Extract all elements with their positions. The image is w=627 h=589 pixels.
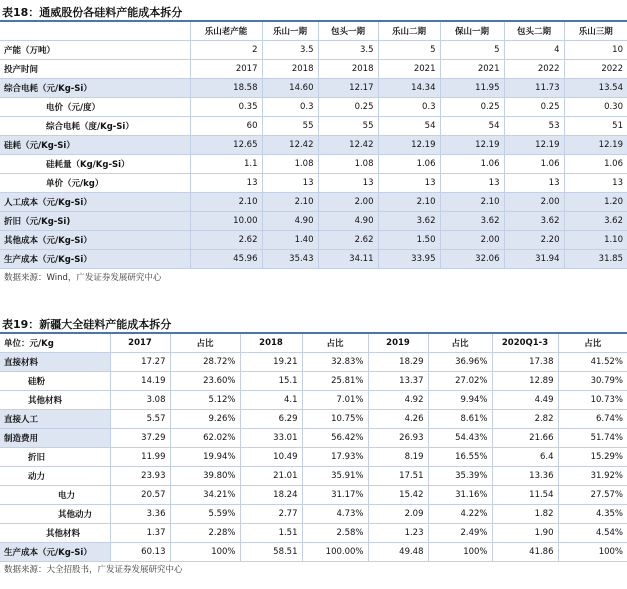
table-row: [0, 41, 627, 60]
table-cell: 49.48: [368, 543, 428, 562]
table1-caption: 表18：通威股份各硅料产能成本拆分: [2, 6, 183, 19]
table-cell: 33.95: [378, 250, 440, 269]
row-label: 折旧: [0, 448, 110, 467]
table-cell: 0.25: [504, 98, 564, 117]
table-cell: 10.75%: [302, 410, 368, 429]
table-cell: 13: [190, 174, 262, 193]
table1-header-cell: 乐山二期: [378, 22, 440, 41]
table-cell: 13: [504, 174, 564, 193]
table-cell: 3.62: [564, 212, 627, 231]
row-label: 其他材料: [0, 524, 110, 543]
table-cell: 10.73%: [558, 391, 627, 410]
table-cell: 0.3: [262, 98, 318, 117]
table-cell: 3.5: [262, 41, 318, 60]
table-cell: 41.52%: [558, 353, 627, 372]
table-cell: 16.55%: [428, 448, 492, 467]
table2-header-cell: 占比: [558, 334, 627, 353]
table-cell: 3.08: [110, 391, 170, 410]
table-cell: 1.23: [368, 524, 428, 543]
table-cell: 5: [440, 41, 504, 60]
table-cell: 2022: [564, 60, 627, 79]
table-cell: 2.10: [190, 193, 262, 212]
table-row: [0, 505, 627, 524]
table-cell: 30.79%: [558, 372, 627, 391]
row-label: 硅耗量（Kg/Kg-Si）: [0, 155, 190, 174]
table-cell: 2.62: [190, 231, 262, 250]
table-cell: 19.94%: [170, 448, 240, 467]
table2-header-row: [0, 334, 627, 353]
row-label: 生产成本（元/Kg-Si）: [0, 543, 110, 562]
table-cell: 2.77: [240, 505, 302, 524]
table-cell: 1.1: [190, 155, 262, 174]
table-cell: 35.91%: [302, 467, 368, 486]
row-label: 动力: [0, 467, 110, 486]
table1: [0, 22, 627, 269]
table-cell: 4.54%: [558, 524, 627, 543]
table-row: [0, 410, 627, 429]
row-label: 硅粉: [0, 372, 110, 391]
row-label: 其他成本（元/Kg-Si）: [0, 231, 190, 250]
table-row: [0, 79, 627, 98]
row-label: 人工成本（元/Kg-Si）: [0, 193, 190, 212]
table-cell: 26.93: [368, 429, 428, 448]
table-row: [0, 231, 627, 250]
table-cell: 3.62: [440, 212, 504, 231]
table-cell: 6.4: [492, 448, 558, 467]
row-label: 单价（元/kg）: [0, 174, 190, 193]
table-cell: 12.19: [564, 136, 627, 155]
table-cell: 51.74%: [558, 429, 627, 448]
table-cell: 6.74%: [558, 410, 627, 429]
table-cell: 51: [564, 117, 627, 136]
table-cell: 1.10: [564, 231, 627, 250]
table-cell: 36.96%: [428, 353, 492, 372]
table-cell: 45.96: [190, 250, 262, 269]
table-cell: 4.73%: [302, 505, 368, 524]
table-row: [0, 60, 627, 79]
table-cell: 2: [190, 41, 262, 60]
table-row: [0, 212, 627, 231]
table-cell: 13: [378, 174, 440, 193]
table1-header-cell: [0, 22, 190, 41]
table-row: [0, 543, 627, 562]
table-cell: 32.83%: [302, 353, 368, 372]
table-cell: 23.60%: [170, 372, 240, 391]
row-label: 电价（元/度）: [0, 98, 190, 117]
table-cell: 2.82: [492, 410, 558, 429]
table-cell: 0.30: [564, 98, 627, 117]
table-cell: 17.51: [368, 467, 428, 486]
table-cell: 100.00%: [302, 543, 368, 562]
table-cell: 2021: [378, 60, 440, 79]
table-cell: 2.20: [504, 231, 564, 250]
table1-source: 数据来源：Wind，广发证券发展研究中心: [4, 273, 162, 283]
table-cell: 28.72%: [170, 353, 240, 372]
table-cell: 31.85: [564, 250, 627, 269]
table-cell: 34.21%: [170, 486, 240, 505]
table-cell: 54: [378, 117, 440, 136]
table-cell: 13: [440, 174, 504, 193]
table-cell: 11.54: [492, 486, 558, 505]
table2-block: [0, 318, 627, 576]
table2-header-cell: 占比: [428, 334, 492, 353]
table-cell: 1.90: [492, 524, 558, 543]
table-row: [0, 98, 627, 117]
table-cell: 2.28%: [170, 524, 240, 543]
table-cell: 13.37: [368, 372, 428, 391]
table-cell: 11.73: [504, 79, 564, 98]
table-cell: 100%: [170, 543, 240, 562]
table-cell: 0.35: [190, 98, 262, 117]
table-cell: 9.94%: [428, 391, 492, 410]
row-label: 制造费用: [0, 429, 110, 448]
table-cell: 100%: [558, 543, 627, 562]
table-cell: 2.00: [440, 231, 504, 250]
table-cell: 5: [378, 41, 440, 60]
table-cell: 13: [564, 174, 627, 193]
table-cell: 2021: [440, 60, 504, 79]
table-cell: 53: [504, 117, 564, 136]
table-cell: 10: [564, 41, 627, 60]
row-label: 综合电耗（元/Kg-Si）: [0, 79, 190, 98]
row-label: 综合电耗（度/Kg-Si）: [0, 117, 190, 136]
table-row: [0, 193, 627, 212]
table-cell: 39.80%: [170, 467, 240, 486]
table-cell: 10.49: [240, 448, 302, 467]
table-cell: 34.11: [318, 250, 378, 269]
table-cell: 2022: [504, 60, 564, 79]
table-cell: 31.92%: [558, 467, 627, 486]
table1-header-cell: 乐山老产能: [190, 22, 262, 41]
table-cell: 35.43: [262, 250, 318, 269]
table-cell: 13.36: [492, 467, 558, 486]
table-cell: 1.50: [378, 231, 440, 250]
table-cell: 18.58: [190, 79, 262, 98]
table-cell: 2.10: [440, 193, 504, 212]
table-cell: 18.29: [368, 353, 428, 372]
table-cell: 8.19: [368, 448, 428, 467]
table-cell: 12.89: [492, 372, 558, 391]
table-cell: 15.29%: [558, 448, 627, 467]
table2-header-cell: 单位：元/Kg: [0, 334, 110, 353]
table2-header-cell: 占比: [170, 334, 240, 353]
table1-header-cell: 乐山三期: [564, 22, 627, 41]
table-cell: 5.59%: [170, 505, 240, 524]
table-row: [0, 136, 627, 155]
table-cell: 56.42%: [302, 429, 368, 448]
table-cell: 60.13: [110, 543, 170, 562]
table-cell: 25.81%: [302, 372, 368, 391]
table-cell: 4.26: [368, 410, 428, 429]
table-cell: 35.39%: [428, 467, 492, 486]
table-cell: 20.57: [110, 486, 170, 505]
table-cell: 5.57: [110, 410, 170, 429]
table-cell: 1.06: [440, 155, 504, 174]
table-cell: 1.82: [492, 505, 558, 524]
table-cell: 12.42: [262, 136, 318, 155]
table-cell: 12.19: [504, 136, 564, 155]
table1-header-cell: 包头二期: [504, 22, 564, 41]
table-cell: 17.93%: [302, 448, 368, 467]
table-cell: 3.62: [378, 212, 440, 231]
table2-header-cell: 2017: [110, 334, 170, 353]
table-cell: 10.00: [190, 212, 262, 231]
table-cell: 37.29: [110, 429, 170, 448]
table2-header-cell: 2020Q1-3: [492, 334, 558, 353]
table-cell: 54: [440, 117, 504, 136]
row-label: 投产时间: [0, 60, 190, 79]
table-cell: 17.27: [110, 353, 170, 372]
table-cell: 62.02%: [170, 429, 240, 448]
table2-header-cell: 2019: [368, 334, 428, 353]
table-cell: 15.1: [240, 372, 302, 391]
table-cell: 100%: [428, 543, 492, 562]
table-cell: 31.94: [504, 250, 564, 269]
table-row: [0, 372, 627, 391]
table-row: [0, 391, 627, 410]
table-cell: 17.38: [492, 353, 558, 372]
table-cell: 2.58%: [302, 524, 368, 543]
row-label: 硅耗（元/Kg-Si）: [0, 136, 190, 155]
table-cell: 2.00: [318, 193, 378, 212]
table-cell: 1.06: [378, 155, 440, 174]
table-cell: 1.06: [504, 155, 564, 174]
table-cell: 2.10: [378, 193, 440, 212]
table-cell: 54.43%: [428, 429, 492, 448]
table-cell: 4: [504, 41, 564, 60]
table-cell: 0.25: [318, 98, 378, 117]
table-row: [0, 524, 627, 543]
table-row: [0, 467, 627, 486]
table-cell: 13: [318, 174, 378, 193]
table-cell: 2.09: [368, 505, 428, 524]
table1-header-row: [0, 22, 627, 41]
table-cell: 27.57%: [558, 486, 627, 505]
table-row: [0, 448, 627, 467]
table-cell: 5.12%: [170, 391, 240, 410]
table-cell: 21.66: [492, 429, 558, 448]
table-cell: 1.08: [262, 155, 318, 174]
table1-header-cell: 包头一期: [318, 22, 378, 41]
table-cell: 1.40: [262, 231, 318, 250]
table-cell: 60: [190, 117, 262, 136]
table2-header-cell: 占比: [302, 334, 368, 353]
table-cell: 4.90: [318, 212, 378, 231]
row-label: 产能（万吨）: [0, 41, 190, 60]
table-cell: 12.19: [440, 136, 504, 155]
row-label: 直接人工: [0, 410, 110, 429]
table-cell: 2.62: [318, 231, 378, 250]
table-cell: 4.92: [368, 391, 428, 410]
table-cell: 8.61%: [428, 410, 492, 429]
table-cell: 31.17%: [302, 486, 368, 505]
table-cell: 55: [318, 117, 378, 136]
table-cell: 1.06: [564, 155, 627, 174]
table-cell: 23.93: [110, 467, 170, 486]
table-cell: 1.51: [240, 524, 302, 543]
row-label: 生产成本（元/Kg-Si）: [0, 250, 190, 269]
table-cell: 1.08: [318, 155, 378, 174]
table-cell: 58.51: [240, 543, 302, 562]
table-cell: 27.02%: [428, 372, 492, 391]
table-cell: 41.86: [492, 543, 558, 562]
table-cell: 3.5: [318, 41, 378, 60]
table-cell: 4.49: [492, 391, 558, 410]
row-label: 其他材料: [0, 391, 110, 410]
table-cell: 0.25: [440, 98, 504, 117]
table2-caption: 表19：新疆大全硅料产能成本拆分: [2, 318, 172, 331]
row-label: 直接材料: [0, 353, 110, 372]
table-cell: 3.62: [504, 212, 564, 231]
table-row: [0, 353, 627, 372]
table-cell: 6.29: [240, 410, 302, 429]
table-cell: 2.49%: [428, 524, 492, 543]
table-row: [0, 117, 627, 136]
table-cell: 13: [262, 174, 318, 193]
table2: [0, 334, 627, 562]
table1-block: [0, 6, 627, 284]
table-cell: 2018: [262, 60, 318, 79]
table-cell: 12.42: [318, 136, 378, 155]
table-cell: 0.3: [378, 98, 440, 117]
table-row: [0, 250, 627, 269]
table-cell: 4.1: [240, 391, 302, 410]
table-cell: 11.95: [440, 79, 504, 98]
row-label: 电力: [0, 486, 110, 505]
table-cell: 4.90: [262, 212, 318, 231]
table-cell: 32.06: [440, 250, 504, 269]
table-row: [0, 429, 627, 448]
table-cell: 3.36: [110, 505, 170, 524]
table-cell: 33.01: [240, 429, 302, 448]
table-cell: 19.21: [240, 353, 302, 372]
table-cell: 2017: [190, 60, 262, 79]
table-cell: 14.19: [110, 372, 170, 391]
table-cell: 4.22%: [428, 505, 492, 524]
table-cell: 12.65: [190, 136, 262, 155]
table1-header-cell: 乐山一期: [262, 22, 318, 41]
table-cell: 31.16%: [428, 486, 492, 505]
table2-source: 数据来源：大全招股书，广发证券发展研究中心: [4, 565, 183, 575]
table-cell: 13.54: [564, 79, 627, 98]
table-cell: 21.01: [240, 467, 302, 486]
table-cell: 12.17: [318, 79, 378, 98]
table-cell: 9.26%: [170, 410, 240, 429]
table-cell: 15.42: [368, 486, 428, 505]
table-cell: 1.20: [564, 193, 627, 212]
table-row: [0, 174, 627, 193]
row-label: 其他动力: [0, 505, 110, 524]
table-cell: 2018: [318, 60, 378, 79]
row-label: 折旧（元/Kg-Si): [0, 212, 190, 231]
table-row: [0, 155, 627, 174]
table2-header-cell: 2018: [240, 334, 302, 353]
table-row: [0, 486, 627, 505]
table-cell: 18.24: [240, 486, 302, 505]
table-cell: 4.35%: [558, 505, 627, 524]
table-cell: 11.99: [110, 448, 170, 467]
table1-header-cell: 保山一期: [440, 22, 504, 41]
table-cell: 7.01%: [302, 391, 368, 410]
table-cell: 14.60: [262, 79, 318, 98]
table-cell: 55: [262, 117, 318, 136]
table-cell: 2.10: [262, 193, 318, 212]
table-cell: 14.34: [378, 79, 440, 98]
table-cell: 12.19: [378, 136, 440, 155]
table-cell: 1.37: [110, 524, 170, 543]
table-cell: 2.00: [504, 193, 564, 212]
